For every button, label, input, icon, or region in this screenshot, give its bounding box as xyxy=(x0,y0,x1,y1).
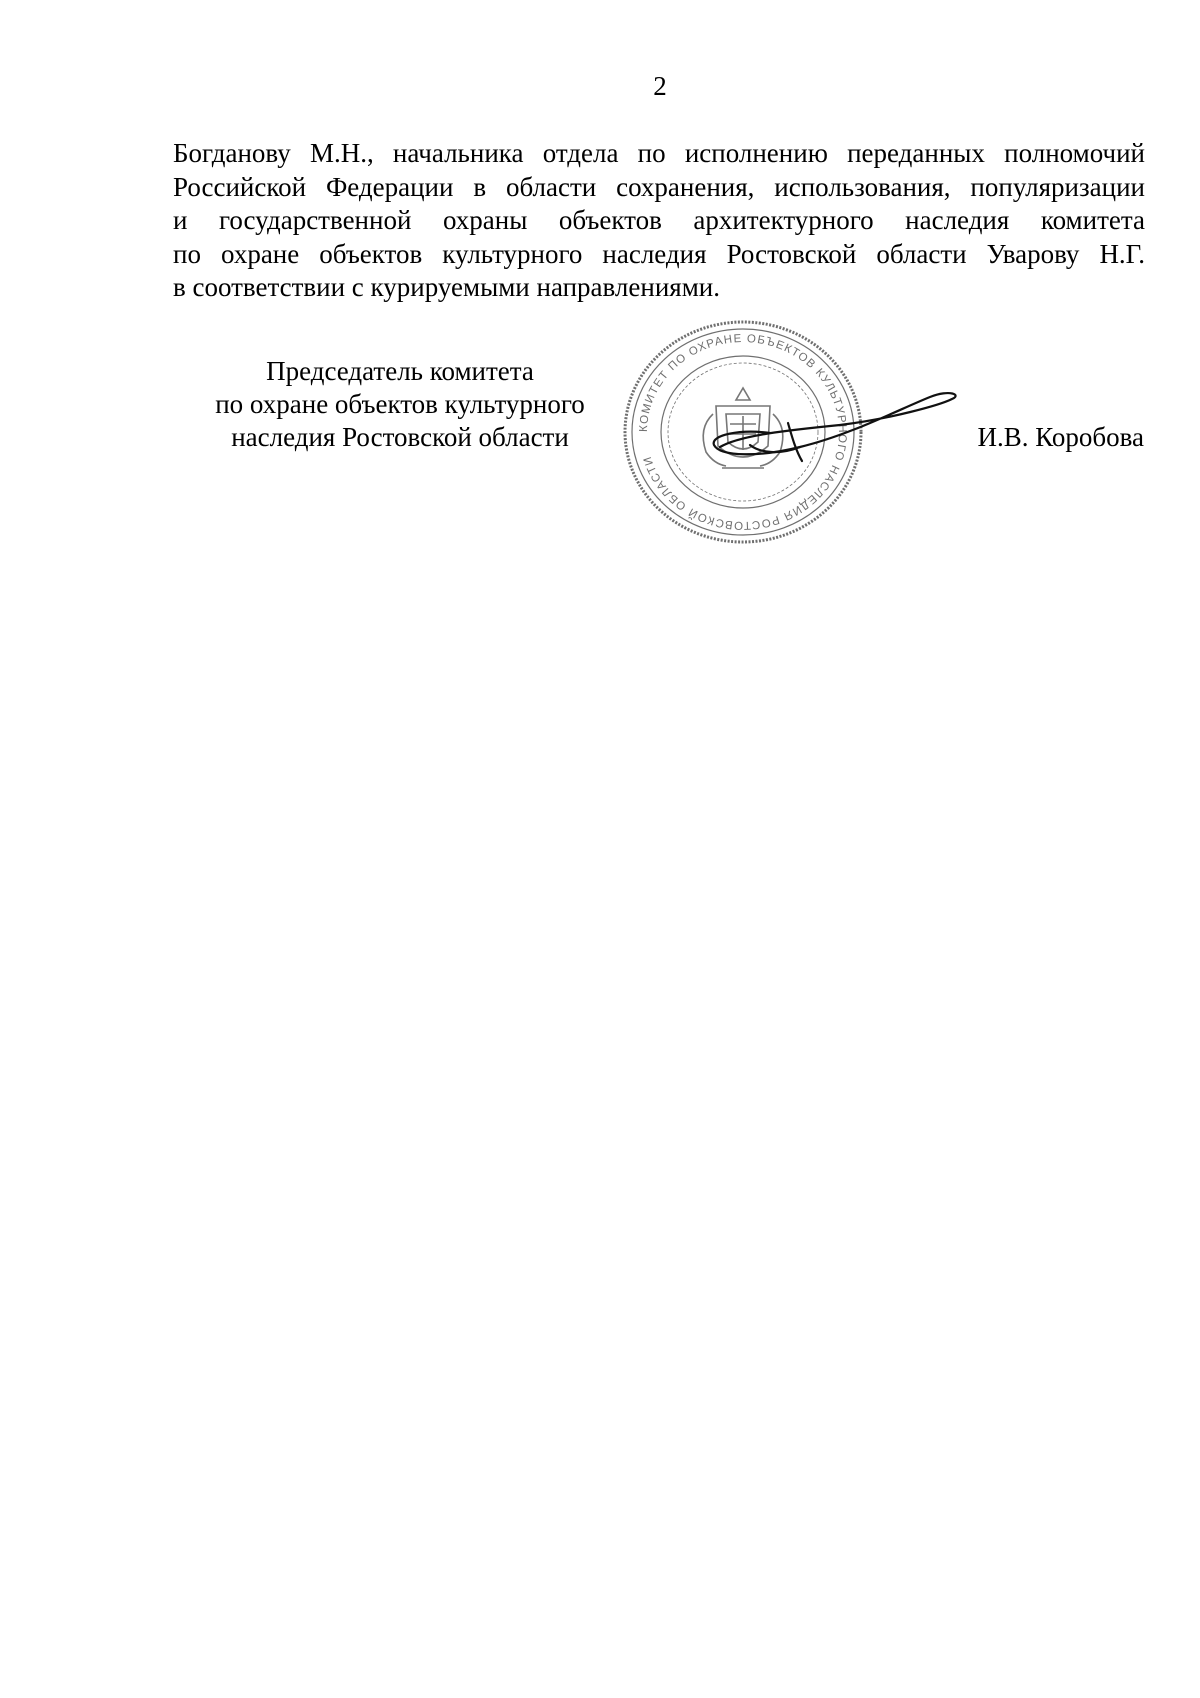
body-paragraph xyxy=(173,137,1145,305)
position-line: по охране объектов культурного xyxy=(215,389,585,419)
body-line: Богданову М.Н., начальника отдела по исполнению переданных полномочий xyxy=(173,138,1145,168)
body-line: и государственной охраны объектов архитектурного наследия комитета xyxy=(173,205,1145,235)
signatory-position xyxy=(180,355,620,454)
body-line: по охране объектов культурного наследия Ростовской области Уварову Н.Г. xyxy=(173,238,1145,269)
body-line: Российской Федерации в области сохранения, использования, популяризации xyxy=(173,171,1145,202)
handwritten-signature xyxy=(700,385,960,485)
page-number: 2 xyxy=(653,71,667,101)
body-line: в соответствии с курируемыми направлениями. xyxy=(173,272,720,302)
signer-name: И.В. Коробова xyxy=(977,422,1144,452)
seal-text-path: КОМИТЕТ ПО ОХРАНЕ ОБЪЕКТОВ КУЛЬТУРНОГО НАСЛЕДИЯ РОСТОВСКОЙ ОБЛАСТИ xyxy=(637,332,849,532)
position-line: наследия Ростовской области xyxy=(231,422,569,452)
position-line: Председатель комитета xyxy=(266,356,534,386)
